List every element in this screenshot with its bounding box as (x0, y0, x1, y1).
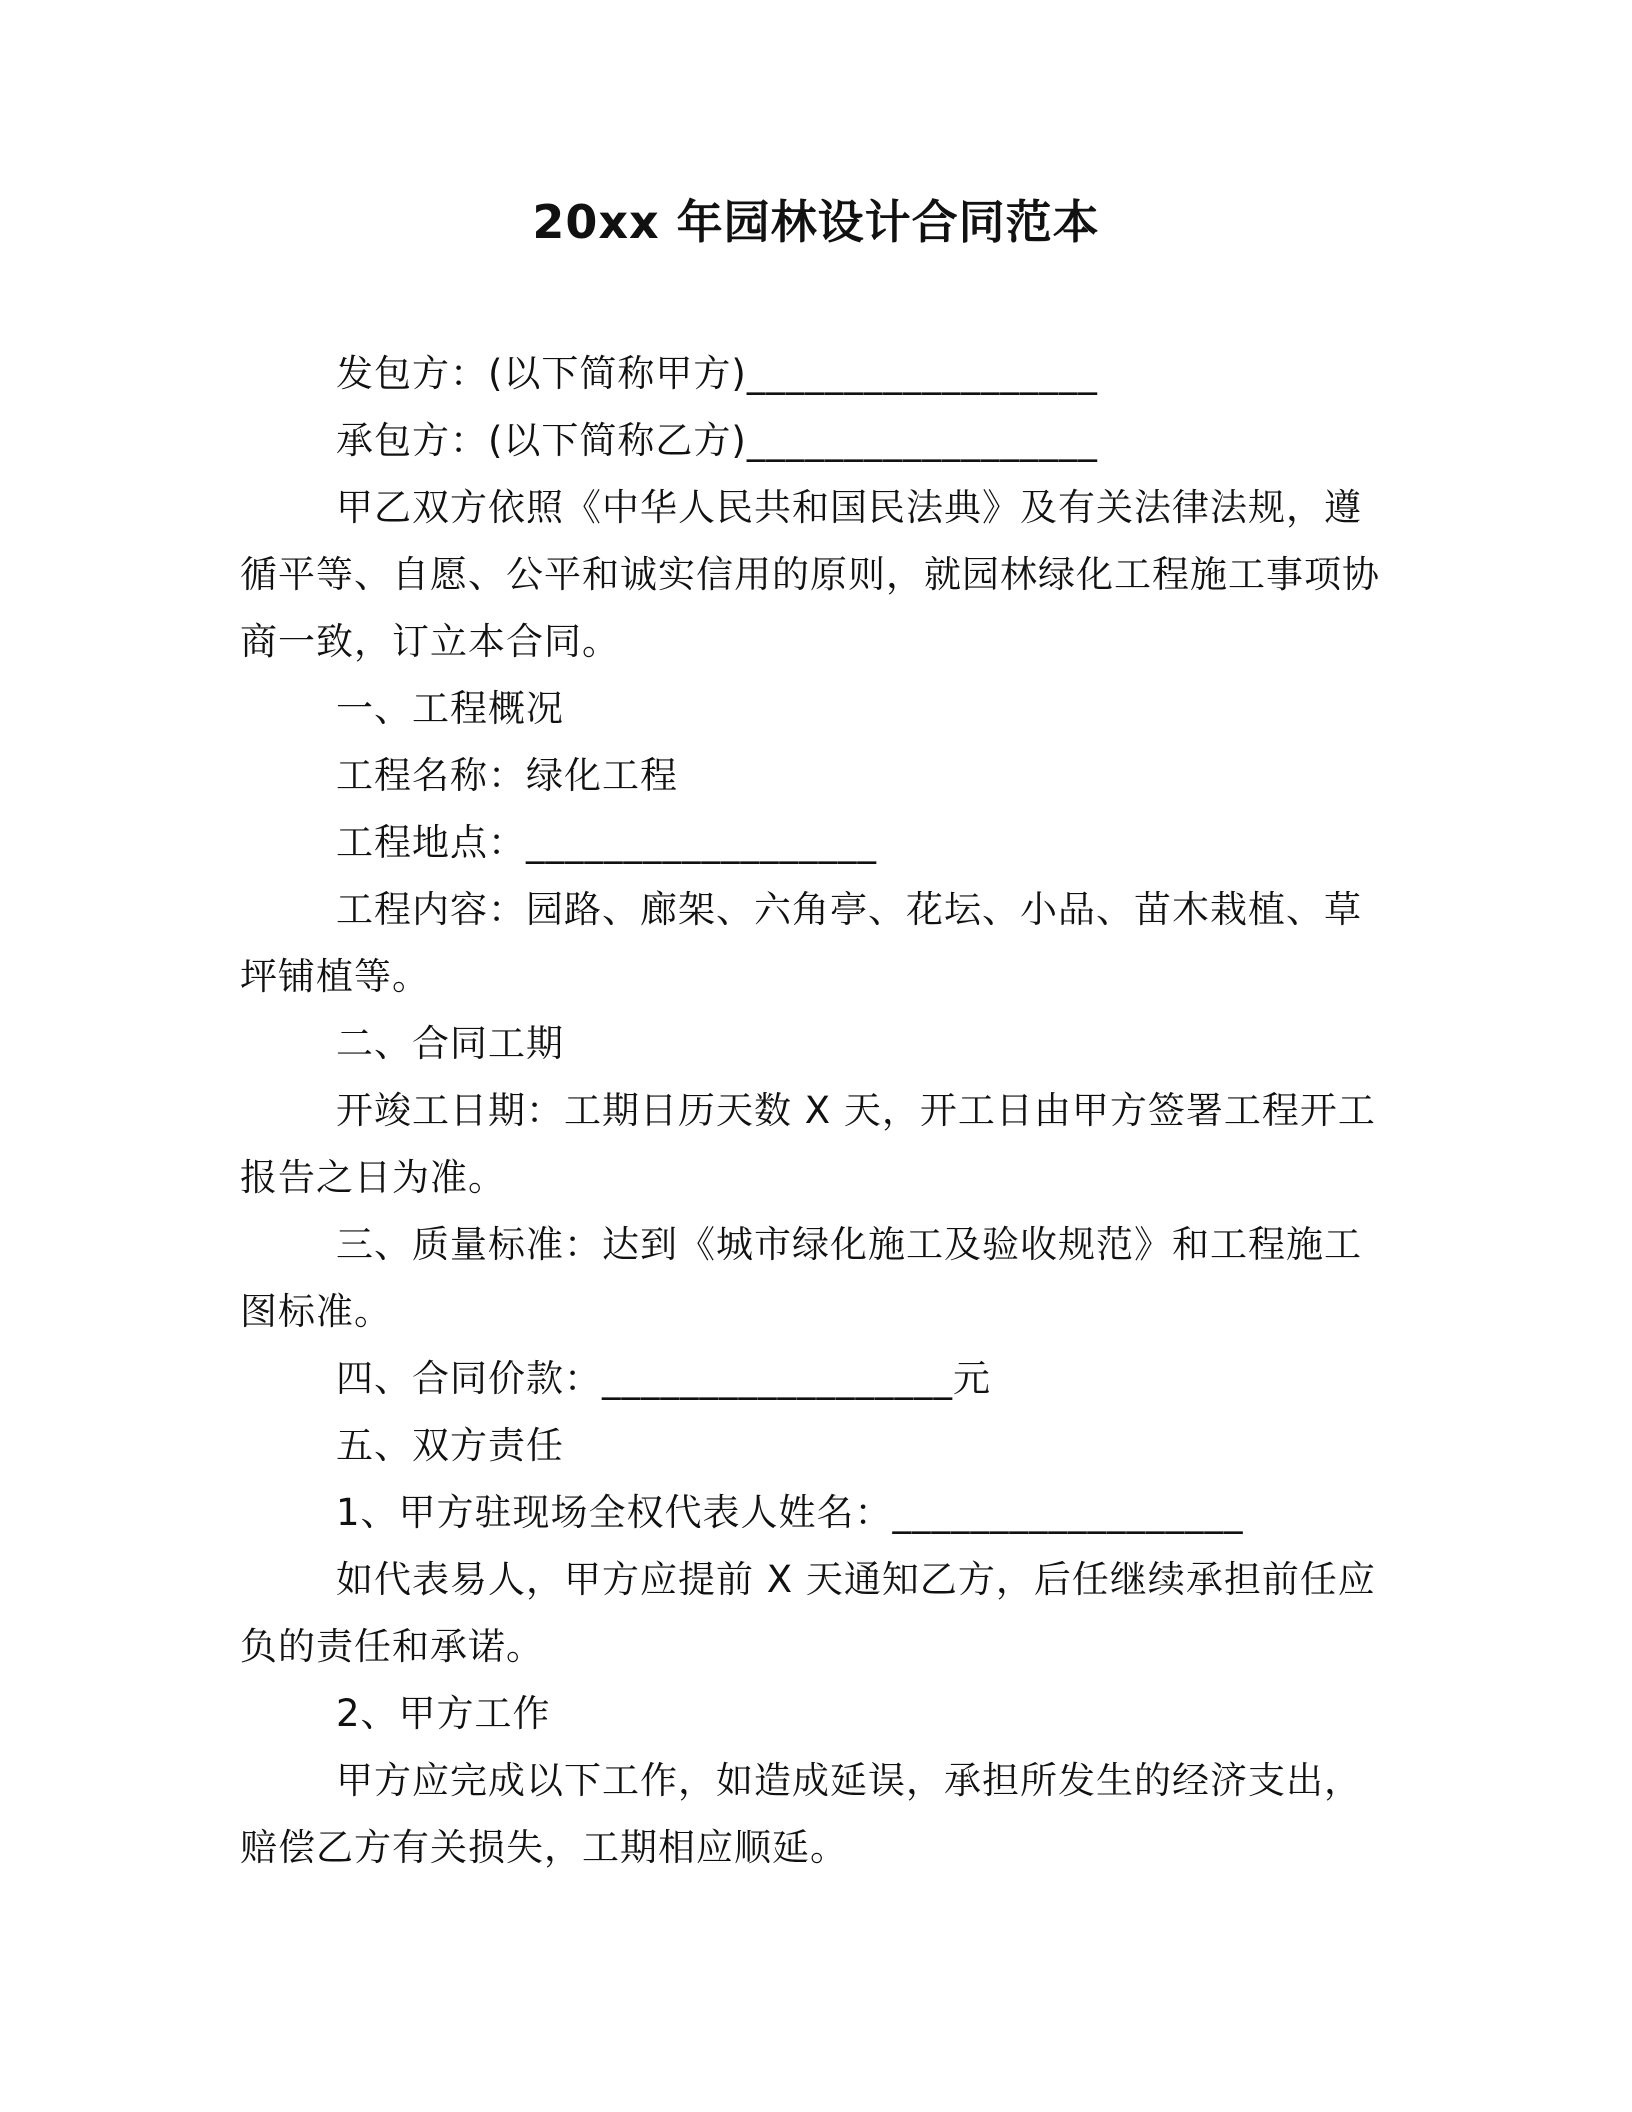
paragraph-project-content: 工程内容：园路、廊架、六角亭、花坛、小品、苗木栽植、草坪铺植等。 (240, 888, 1362, 998)
document-body (240, 340, 1388, 1881)
paragraph-dates: 开竣工日期：工期日历天数 X 天，开工日由甲方签署工程开工报告之日为准。 (240, 1089, 1376, 1199)
paragraph-quality-standard: 三、质量标准：达到《城市绿化施工及验收规范》和工程施工图标准。 (240, 1223, 1362, 1333)
paragraph-party-b: 承包方：(以下简称乙方)__________________ (336, 419, 1098, 462)
paragraph-representative: 1、甲方驻现场全权代表人姓名：__________________ (336, 1491, 1244, 1534)
heading-project-overview: 一、工程概况 (336, 687, 564, 730)
paragraph-party-a: 发包方：(以下简称甲方)__________________ (336, 352, 1098, 395)
paragraph-party-a-work: 甲方应完成以下工作，如造成延误，承担所发生的经济支出，赔偿乙方有关损失，工期相应顺延。 (240, 1759, 1362, 1869)
paragraph-project-name: 工程名称：绿化工程 (336, 754, 678, 797)
heading-party-a-work: 2、甲方工作 (336, 1692, 551, 1735)
paragraph-contract-price: 四、合同价款：__________________元 (336, 1357, 991, 1400)
document-title: 20xx 年园林设计合同范本 (532, 195, 1100, 249)
paragraph-representative-change: 如代表易人，甲方应提前 X 天通知乙方，后任继续承担前任应负的责任和承诺。 (240, 1558, 1376, 1668)
paragraph-preamble: 甲乙双方依照《中华人民共和国民法典》及有关法律法规，遵循平等、自愿、公平和诚实信用的原则，就园林绿化工程施工事项协商一致，订立本合同。 (240, 486, 1380, 663)
heading-responsibilities: 五、双方责任 (336, 1424, 564, 1467)
paragraph-project-location: 工程地点：__________________ (336, 821, 877, 864)
heading-contract-period: 二、合同工期 (336, 1022, 564, 1065)
